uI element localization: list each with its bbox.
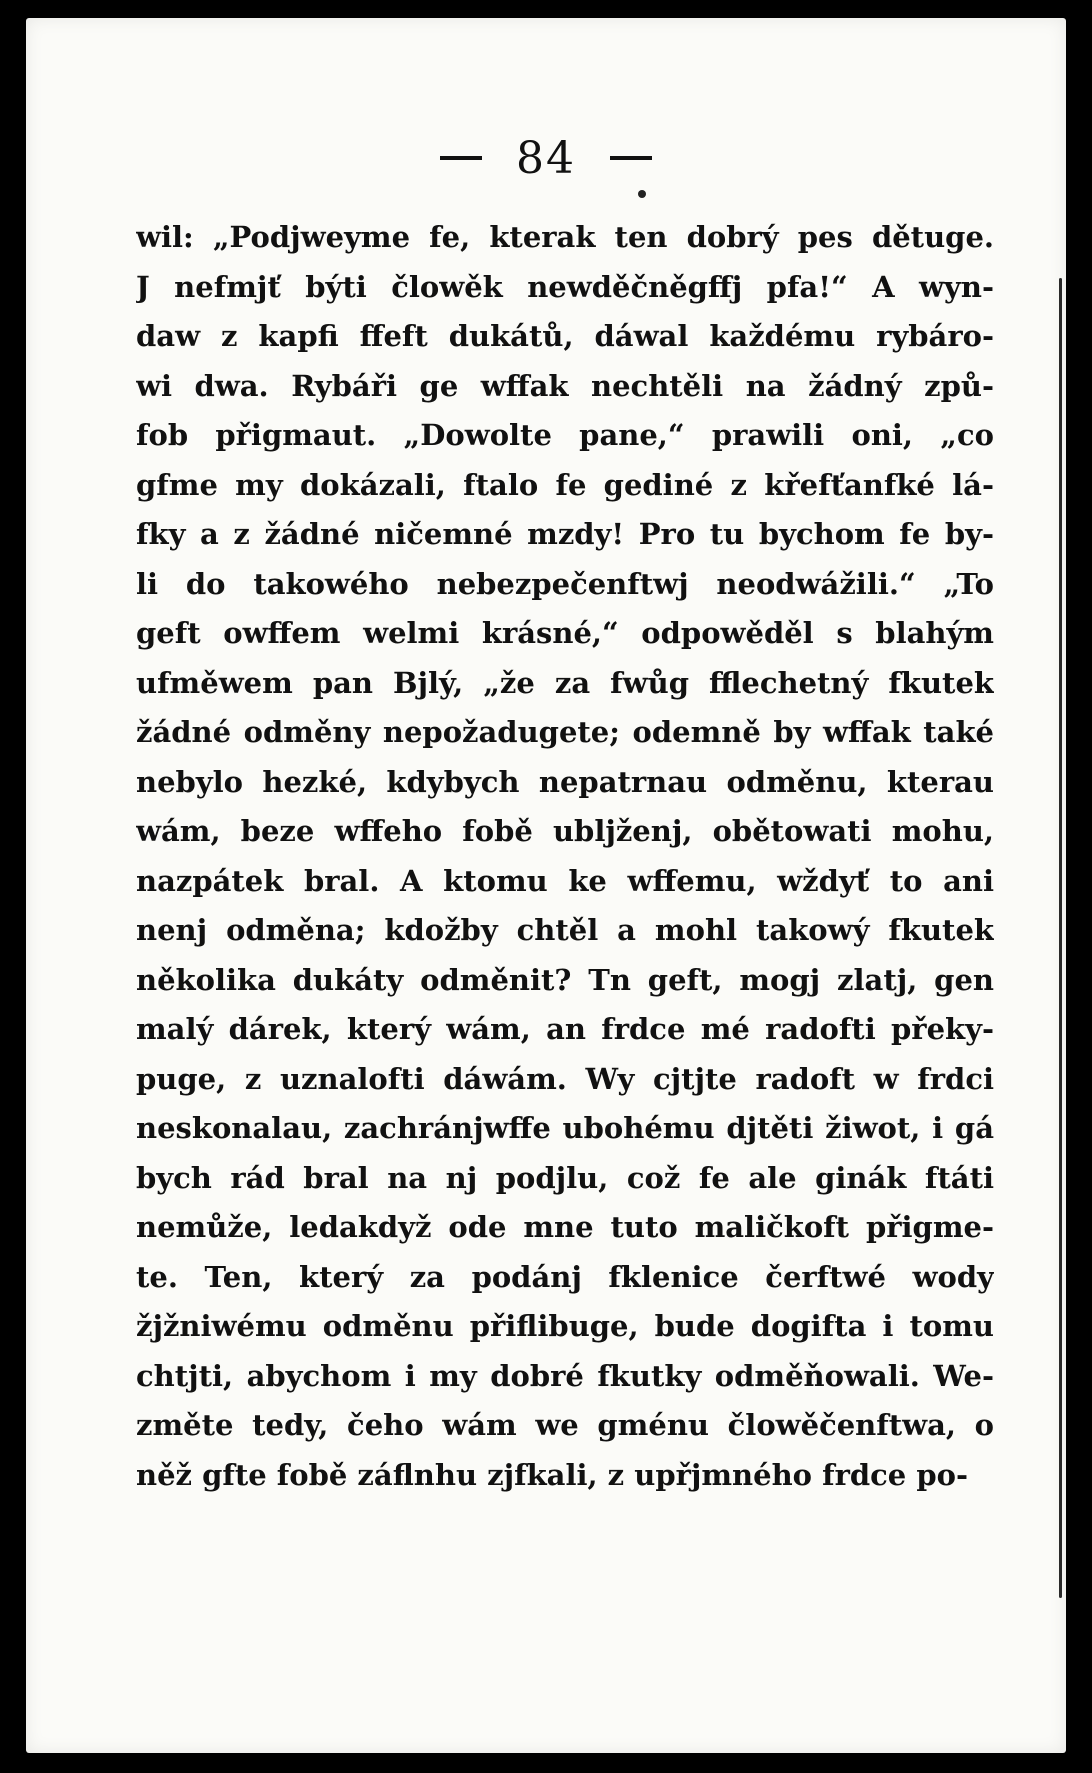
text-line: fob přigmaut. „Dowolte pane,“ prawili oni, „co <box>136 418 994 452</box>
page-edge-shadow <box>1059 278 1062 1598</box>
text-line: nemůže, ledakdyž ode mne tuto maličkoft přigme- <box>136 1210 994 1244</box>
text-line: ufměwem pan Bjlý, „že za fwůg fflechetný fkutek <box>136 665 994 700</box>
text-line: několika dukáty odměnit? Tn geft, mogj zlatj, gen <box>136 962 994 997</box>
text-line: změte tedy, čeho wám we gménu člowěčenftwa, o <box>136 1408 994 1442</box>
text-line: wám, beze wffeho fobě ubljženj, obětowati mohu, <box>136 814 994 848</box>
text-line: geft owffem welmi krásné,“ odpowěděl s blahým <box>136 616 994 650</box>
header-dash-right <box>610 156 652 160</box>
text-line: žjžniwému odměnu přiflibuge, bude dogifta i tomu <box>136 1309 994 1343</box>
page-header <box>26 128 1066 188</box>
text-line: wil: „Podjweyme fe, kterak ten dobrý pes dětuge. <box>136 220 994 254</box>
header-dash-left <box>440 156 482 160</box>
text-line: gfme my dokázali, ftalo fe gediné z křefťanfké lá- <box>136 467 994 502</box>
text-line: daw z kapfi ffeft dukátů, dáwal každému rybáro- <box>136 319 994 353</box>
page-number: 84 <box>516 132 576 184</box>
text-line: neskonalau, zachránjwffe ubohému djtěti žiwot, i gá <box>136 1111 994 1145</box>
text-line: bych rád bral na nj podjlu, což fe ale ginák ftáti <box>136 1160 994 1195</box>
text-line: nazpátek bral. A ktomu ke wffemu, wždyť to ani <box>136 863 994 898</box>
text-line: fky a z žádné ničemné mzdy! Pro tu bychom fe by- <box>136 517 994 551</box>
text-line: puge, z uznalofti dáwám. Wy cjtjte radoft w frdci <box>136 1061 994 1096</box>
text-line: li do takowého nebezpečenftwj neodwážili.“ „To <box>136 566 994 601</box>
text-line: wi dwa. Rybáři ge wffak nechtěli na žádný způ- <box>136 368 994 403</box>
text-line: chtjti, abychom i my dobré fkutky odměňowali. We- <box>136 1358 994 1393</box>
text-line: nebylo hezké, kdybych nepatrnau odměnu, kterau <box>136 764 994 799</box>
text-line: nenj odměna; kdožby chtěl a mohl takowý fkutek <box>136 913 994 947</box>
book-page <box>26 18 1066 1753</box>
text-line: malý dárek, který wám, an frdce mé radofti překy- <box>136 1012 994 1046</box>
text-line: J nefmjť býti člowěk newděčněgffj pfa!“ A wyn- <box>136 269 994 304</box>
body-text <box>136 213 994 1500</box>
text-line: žádné odměny nepožadugete; odemně by wffak také <box>136 715 994 749</box>
text-line: něž gfte fobě záflnhu zjfkali, z upřjmného frdce po- <box>136 1457 969 1492</box>
ink-dot <box>638 190 646 198</box>
text-line: te. Ten, který za podánj fklenice čerftwé wody <box>136 1259 994 1294</box>
